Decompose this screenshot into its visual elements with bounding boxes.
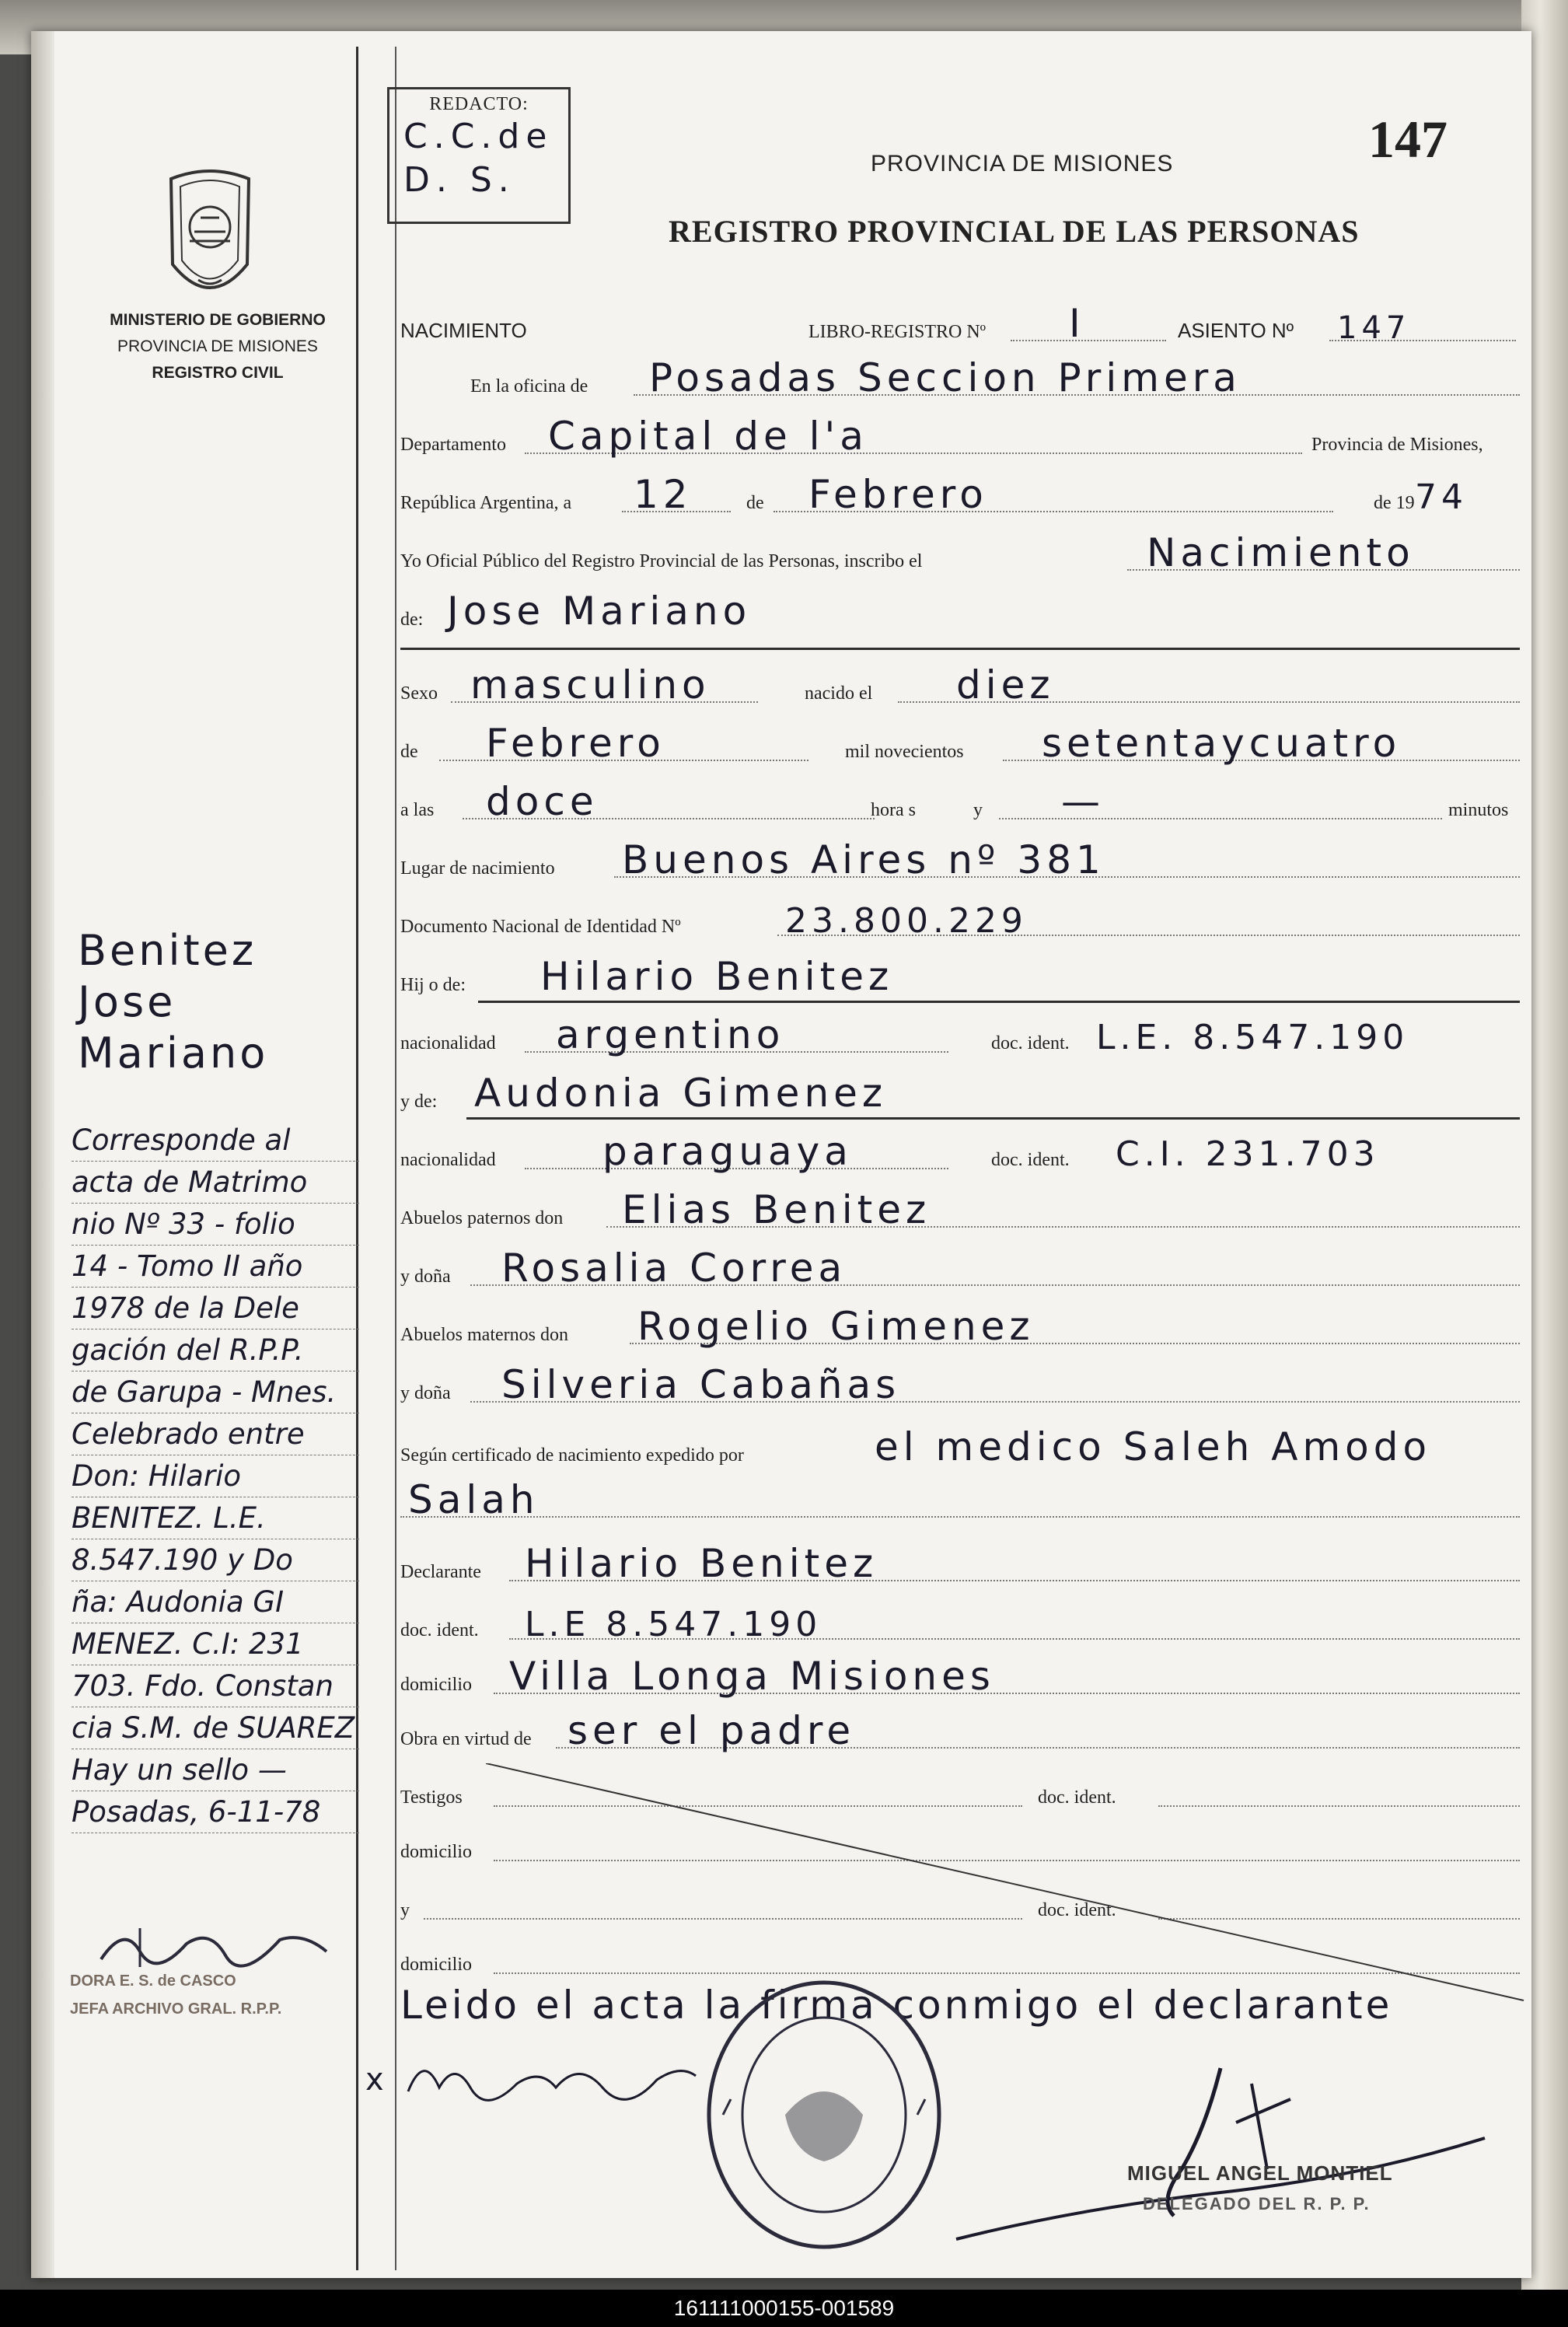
domicilio2-label: domicilio [400, 1842, 472, 1862]
margin-note-line: ña: Audonia GI [72, 1581, 359, 1623]
archive-stamp-name: DORA E. S. de CASCO [70, 1972, 236, 1990]
registry-round-stamp-icon [700, 1975, 948, 2255]
row-fecha [400, 470, 1528, 525]
row-madre [400, 1069, 1528, 1123]
ministry-registry-line: REGISTRO CIVIL [152, 364, 284, 382]
departamento-value: Capital de l'a [548, 414, 868, 459]
declarante-doc-label: doc. ident. [400, 1620, 479, 1640]
margin-note-line: de Garupa - Mnes. [72, 1371, 359, 1413]
dni-label: Documento Nacional de Identidad Nº [400, 917, 681, 937]
minutos-label: minutos [1448, 800, 1509, 820]
margin-note-line: 703. Fdo. Constan [72, 1665, 359, 1707]
cancellation-line [486, 1763, 1528, 2012]
redacto-box [387, 87, 571, 224]
row-inscripto [400, 587, 1528, 641]
certificado-label: Según certificado de nacimiento expedido por [400, 1445, 744, 1466]
province-heading: PROVINCIA DE MISIONES [871, 151, 1174, 176]
margin-note-line: Don: Hilario [72, 1455, 359, 1497]
redacto-value-line1: C.C.de [403, 117, 554, 156]
margin-note-line: BENITEZ. L.E. [72, 1497, 359, 1539]
provincia-suffix: Provincia de Misiones, [1311, 435, 1483, 455]
certificado-dots [400, 1516, 1520, 1518]
redacto-value-line2: D. S. [403, 160, 515, 200]
madre-rule [466, 1117, 1520, 1120]
abuela-materna-value: Silveria Cabañas [501, 1362, 901, 1407]
margin-name-line: Mariano [78, 1029, 269, 1078]
oficina-label: En la oficina de [470, 376, 588, 397]
oficial-label: Yo Oficial Público del Registro Provincial de las Personas, inscribo el [400, 551, 923, 571]
official-signature-icon [925, 2037, 1508, 2270]
row-dni [400, 894, 1528, 949]
horas-value: doce [486, 779, 599, 824]
row-padre [400, 952, 1528, 1007]
row-sexo [400, 661, 1528, 715]
anio-value: 74 [1415, 477, 1468, 517]
declarant-signature-icon [393, 2045, 704, 2115]
row-abuela-paterna [400, 1244, 1528, 1298]
nacionalidad-label: nacionalidad [400, 1033, 496, 1053]
row-oficina [400, 354, 1528, 408]
abuelo-paterno-value: Elias Benitez [622, 1187, 931, 1232]
de-label: de [746, 493, 764, 513]
margin-annotation [72, 1120, 359, 1833]
redacto-label: REDACTO: [429, 94, 529, 114]
row-obra [400, 1707, 1528, 1761]
row-libro [400, 299, 1528, 354]
margin-note-line: Celebrado entre [72, 1413, 359, 1455]
row-lugar [400, 836, 1528, 890]
docident-label: doc. ident. [991, 1150, 1070, 1170]
row-abuelo-paterno [400, 1186, 1528, 1240]
alas-label: a las [400, 800, 435, 820]
testigos-doc-label: doc. ident. [1038, 1787, 1116, 1808]
margin-note-line: acta de Matrimo [72, 1162, 359, 1204]
row-mes-letras [400, 719, 1528, 774]
margin-note-line: 1978 de la Dele [72, 1288, 359, 1329]
docident-label: doc. ident. [991, 1033, 1070, 1053]
nacionalidad-label: nacionalidad [400, 1150, 496, 1170]
padre-nac-value: argentino [556, 1012, 785, 1057]
ydona-label: y doña [400, 1383, 451, 1403]
y-label: y [973, 800, 983, 820]
official-name: MIGUEL ANGEL MONTIEL [1127, 2161, 1393, 2185]
libro-value: I [1069, 301, 1085, 346]
row-abuelo-materno [400, 1302, 1528, 1357]
nacido-label: nacido el [805, 683, 873, 704]
oficina-value: Posadas Seccion Primera [649, 355, 1241, 400]
certificado-value: el medico Saleh Amodo [875, 1424, 1432, 1469]
image-code-bar: 161111000155-001589 [0, 2290, 1568, 2327]
obra-label: Obra en virtud de [400, 1729, 532, 1749]
padre-doc-value: L.E. 8.547.190 [1096, 1018, 1409, 1057]
page-binding [31, 31, 54, 2278]
ministry-province-line: PROVINCIA DE MISIONES [117, 337, 318, 355]
row-departamento [400, 412, 1528, 466]
closing-statement: Leido el acta la firma conmigo el declarante [400, 1983, 1393, 2028]
folio-number: 147 [1368, 110, 1448, 169]
declarante-doc-value: L.E 8.547.190 [525, 1605, 822, 1644]
abuelo-materno-value: Rogelio Gimenez [637, 1304, 1035, 1349]
ministry-heading [78, 307, 358, 386]
margin-note-line: Posadas, 6-11-78 [72, 1791, 359, 1833]
margin-note-line: 8.547.190 y Do [72, 1539, 359, 1581]
row-domicilio [400, 1652, 1528, 1707]
row-abuela-materna [400, 1361, 1528, 1415]
asiento-label: ASIENTO Nº [1178, 319, 1294, 342]
x-mark: x [365, 2062, 384, 2098]
abuela-paterna-value: Rosalia Correa [501, 1246, 847, 1291]
hijo-label: Hij o de: [400, 975, 466, 995]
madre-nac-value: paraguaya [602, 1129, 853, 1174]
mes-value: Febrero [808, 472, 988, 517]
certificado-value-cont: Salah [408, 1477, 540, 1522]
padre-rule [478, 1001, 1520, 1003]
archive-stamp [70, 1967, 358, 2023]
republica-label: República Argentina, a [400, 493, 572, 513]
official-title: DELEGADO DEL R. P. P. [1143, 2194, 1371, 2213]
domicilio-label: domicilio [400, 1675, 472, 1695]
abuelos-maternos-label: Abuelos maternos don [400, 1325, 568, 1345]
margin-registrant-name [78, 925, 358, 1079]
acto-value: Nacimiento [1147, 530, 1415, 575]
mil-label: mil novecientos [845, 742, 964, 762]
dni-value: 23.800.229 [785, 901, 1028, 941]
row-madre-nacionalidad [400, 1127, 1528, 1182]
nacido-value: diez [956, 662, 1055, 708]
obra-value: ser el padre [567, 1708, 856, 1753]
anio-prefix: de 19 [1374, 493, 1415, 513]
row-certificado-cont [400, 1476, 1528, 1530]
asiento-value: 147 [1337, 310, 1411, 346]
libro-label: LIBRO-REGISTRO Nº [808, 322, 987, 342]
minutos-value: — [1061, 779, 1105, 824]
declarante-label: Declarante [400, 1562, 481, 1582]
section-rule [400, 648, 1520, 650]
yde-label: y de: [400, 1092, 438, 1112]
y2-label: y [400, 1900, 410, 1920]
margin-name-line: Benitez [78, 926, 257, 975]
anio-letras-value: setentaycuatro [1042, 721, 1402, 766]
margin-note-line: cia S.M. de SUAREZ [72, 1707, 359, 1749]
dia-value: 12 [634, 472, 693, 517]
libro-dots [1011, 340, 1166, 341]
inscripto-value: Jose Mariano [447, 589, 752, 634]
sexo-value: masculino [470, 662, 711, 708]
row-padre-nacionalidad [400, 1011, 1528, 1065]
inner-margin-rule [395, 47, 396, 2270]
row-declarante-doc [400, 1598, 1528, 1652]
provincial-seal-icon [155, 163, 264, 311]
declarante-value: Hilario Benitez [525, 1541, 878, 1586]
lugar-value: Buenos Aires nº 381 [622, 837, 1105, 882]
margin-note-line: Hay un sello — [72, 1749, 359, 1791]
sexo-label: Sexo [400, 683, 438, 704]
row-certificado [400, 1423, 1528, 1477]
margin-note-line: MENEZ. C.I: 231 [72, 1623, 359, 1665]
abuelos-paternos-label: Abuelos paternos don [400, 1208, 564, 1228]
margin-note-line: nio Nº 33 - folio [72, 1204, 359, 1246]
row-oficial [400, 529, 1528, 583]
ydona-label: y doña [400, 1267, 451, 1287]
margin-note-line: 14 - Tomo II año [72, 1246, 359, 1288]
margin-name-line: Jose [78, 977, 176, 1026]
testigos-doc2-label: doc. ident. [1038, 1900, 1116, 1920]
departamento-label: Departamento [400, 435, 506, 455]
archive-stamp-title: JEFA ARCHIVO GRAL. R.P.P. [70, 2000, 282, 2018]
document-page [31, 31, 1531, 2278]
registry-heading: REGISTRO PROVINCIAL DE LAS PERSONAS [669, 214, 1360, 249]
margin-note-line: Corresponde al [72, 1120, 359, 1162]
row-hora [400, 777, 1528, 832]
lugar-label: Lugar de nacimiento [400, 858, 555, 879]
row-declarante [400, 1539, 1528, 1594]
type-label: NACIMIENTO [400, 319, 527, 342]
de2-label: de [400, 742, 418, 762]
mes2-value: Febrero [486, 721, 665, 766]
hora-label: hora s [871, 800, 916, 820]
ministry-line: MINISTERIO DE GOBIERNO [110, 311, 326, 329]
testigos-label: Testigos [400, 1787, 463, 1808]
domicilio3-label: domicilio [400, 1955, 472, 1975]
margin-note-line: gación del R.P.P. [72, 1329, 359, 1371]
padre-value: Hilario Benitez [540, 954, 894, 999]
madre-value: Audonia Gimenez [474, 1071, 888, 1116]
madre-doc-value: C.I. 231.703 [1116, 1134, 1380, 1174]
domicilio-value: Villa Longa Misiones [509, 1654, 995, 1699]
de-colon-label: de: [400, 610, 424, 630]
